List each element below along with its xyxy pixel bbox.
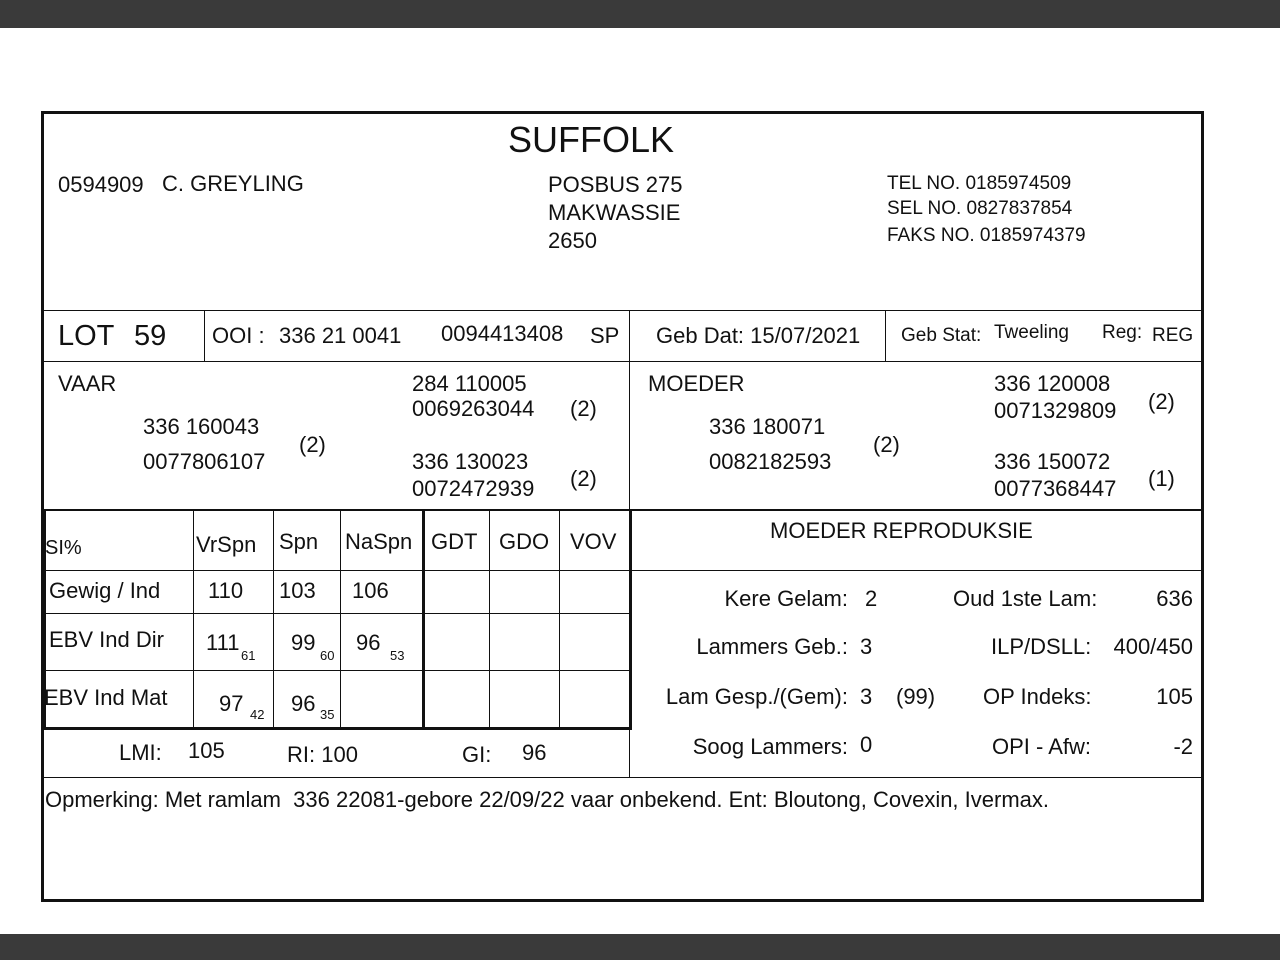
ilp-value: 400/450 — [1113, 634, 1193, 659]
top-bar — [0, 0, 1280, 28]
maternal-granddam-count: (1) — [1148, 466, 1175, 491]
gewig-spn: 103 — [279, 578, 316, 603]
sire-count: (2) — [299, 432, 326, 457]
address-line-3: 2650 — [548, 228, 597, 253]
reproduction-title: MOEDER REPRODUKSIE — [770, 518, 1033, 543]
birth-status-value: Tweeling — [994, 322, 1069, 343]
address-line-2: MAKWASSIE — [548, 200, 681, 225]
soog-lammers-label: Soog Lammers: — [692, 734, 848, 759]
lmi-label: LMI: — [119, 740, 162, 765]
ebv-dir-vrspn: 111 — [206, 630, 240, 655]
remark-text: Opmerking: Met ramlam 336 22081-gebore 22/09/22 vaar onbekend. Ent: Bloutong, Covexin, Ivermax. — [45, 787, 1050, 812]
birth-status-label: Geb Stat: — [901, 325, 982, 346]
paternal-granddam-count: (2) — [570, 466, 597, 491]
gi-label: GI: — [462, 742, 492, 767]
ebv-dir-naspn: 96 — [356, 630, 381, 655]
paternal-granddam-id: 336 130023 — [412, 449, 529, 474]
row-label-gewig: Gewig / Ind — [49, 578, 161, 603]
reg-label: Reg: — [1102, 322, 1143, 343]
ebv-mat-vrspn-accuracy: 42 — [250, 707, 265, 722]
maternal-granddam-reg: 0077368447 — [994, 476, 1117, 501]
ebv-mat-spn: 96 — [291, 691, 316, 716]
opi-afw-label: OPI - Afw: — [992, 734, 1092, 759]
kere-gelam-value: 2 — [865, 586, 878, 611]
dam-count: (2) — [873, 432, 900, 457]
si-corner-label: SI% — [45, 537, 82, 559]
op-indeks-label: OP Indeks: — [983, 684, 1092, 709]
paternal-grandsire-reg: 0069263044 — [412, 396, 535, 421]
ebv-dir-spn: 99 — [291, 630, 316, 655]
reg-value: REG — [1152, 325, 1194, 346]
faks-number: FAKS NO. 0185974379 — [887, 225, 1086, 246]
sire-id: 336 160043 — [143, 414, 260, 439]
vaar-label: VAAR — [58, 371, 117, 396]
maternal-grandsire-id: 336 120008 — [994, 371, 1111, 396]
gewig-naspn: 106 — [352, 578, 389, 603]
lot-number: 59 — [134, 320, 167, 352]
owner-name: C. GREYLING — [162, 171, 304, 196]
col-header-vov: VOV — [570, 529, 617, 554]
ooi-label: OOI : — [212, 323, 265, 348]
ebv-dir-spn-accuracy: 60 — [320, 648, 335, 663]
paternal-grandsire-count: (2) — [570, 396, 597, 421]
ooi-suffix: SP — [590, 323, 620, 348]
owner-code: 0594909 — [58, 172, 144, 197]
ebv-dir-naspn-accuracy: 53 — [390, 648, 405, 663]
ri-index: RI: 100 — [287, 742, 358, 767]
row-label-ebv-mat: EBV Ind Mat — [44, 685, 168, 710]
maternal-grandsire-count: (2) — [1148, 389, 1175, 414]
oud-label: Oud 1ste Lam: — [953, 586, 1098, 611]
lam-gesp-value: 3 — [860, 684, 873, 709]
lam-gesp-average: (99) — [896, 684, 936, 709]
birth-date: Geb Dat: 15/07/2021 — [656, 323, 861, 348]
col-header-naspn: NaSpn — [345, 529, 413, 554]
tel-number: TEL NO. 0185974509 — [887, 173, 1072, 194]
moeder-label: MOEDER — [648, 371, 745, 396]
op-indeks-value: 105 — [1156, 684, 1193, 709]
lammers-geb-label: Lammers Geb.: — [696, 634, 848, 659]
lam-gesp-label: Lam Gesp./(Gem): — [665, 684, 848, 709]
ebv-mat-spn-accuracy: 35 — [320, 707, 335, 722]
kere-gelam-label: Kere Gelam: — [724, 586, 848, 611]
breed-title: SUFFOLK — [508, 119, 675, 160]
ebv-dir-vrspn-accuracy: 61 — [241, 648, 256, 663]
lammers-geb-value: 3 — [860, 634, 873, 659]
dam-reg: 0082182593 — [709, 449, 832, 474]
lmi-value: 105 — [188, 738, 225, 763]
sel-number: SEL NO. 0827837854 — [887, 198, 1073, 219]
col-header-gdo: GDO — [499, 529, 550, 554]
bottom-bar — [0, 934, 1280, 960]
col-header-spn: Spn — [279, 529, 319, 554]
gewig-vrspn: 110 — [208, 578, 244, 603]
lot-label: LOT — [58, 320, 115, 352]
dam-id: 336 180071 — [709, 414, 826, 439]
sire-reg: 0077806107 — [143, 449, 266, 474]
oud-value: 636 — [1156, 586, 1193, 611]
ilp-label: ILP/DSLL: — [991, 634, 1092, 659]
gi-value: 96 — [522, 740, 547, 765]
address-line-1: POSBUS 275 — [548, 172, 683, 197]
row-label-ebv-dir: EBV Ind Dir — [49, 627, 164, 652]
ooi-id: 336 21 0041 — [279, 323, 402, 348]
maternal-granddam-id: 336 150072 — [994, 449, 1111, 474]
soog-lammers-value: 0 — [860, 732, 873, 757]
ebv-mat-vrspn: 97 — [219, 691, 244, 716]
col-header-vrspn: VrSpn — [196, 532, 257, 557]
maternal-grandsire-reg: 0071329809 — [994, 398, 1117, 423]
ooi-reg-number: 0094413408 — [441, 321, 564, 346]
col-header-gdt: GDT — [431, 529, 478, 554]
paternal-granddam-reg: 0072472939 — [412, 476, 535, 501]
opi-afw-value: -2 — [1173, 734, 1193, 759]
paternal-grandsire-id: 284 110005 — [412, 371, 527, 396]
